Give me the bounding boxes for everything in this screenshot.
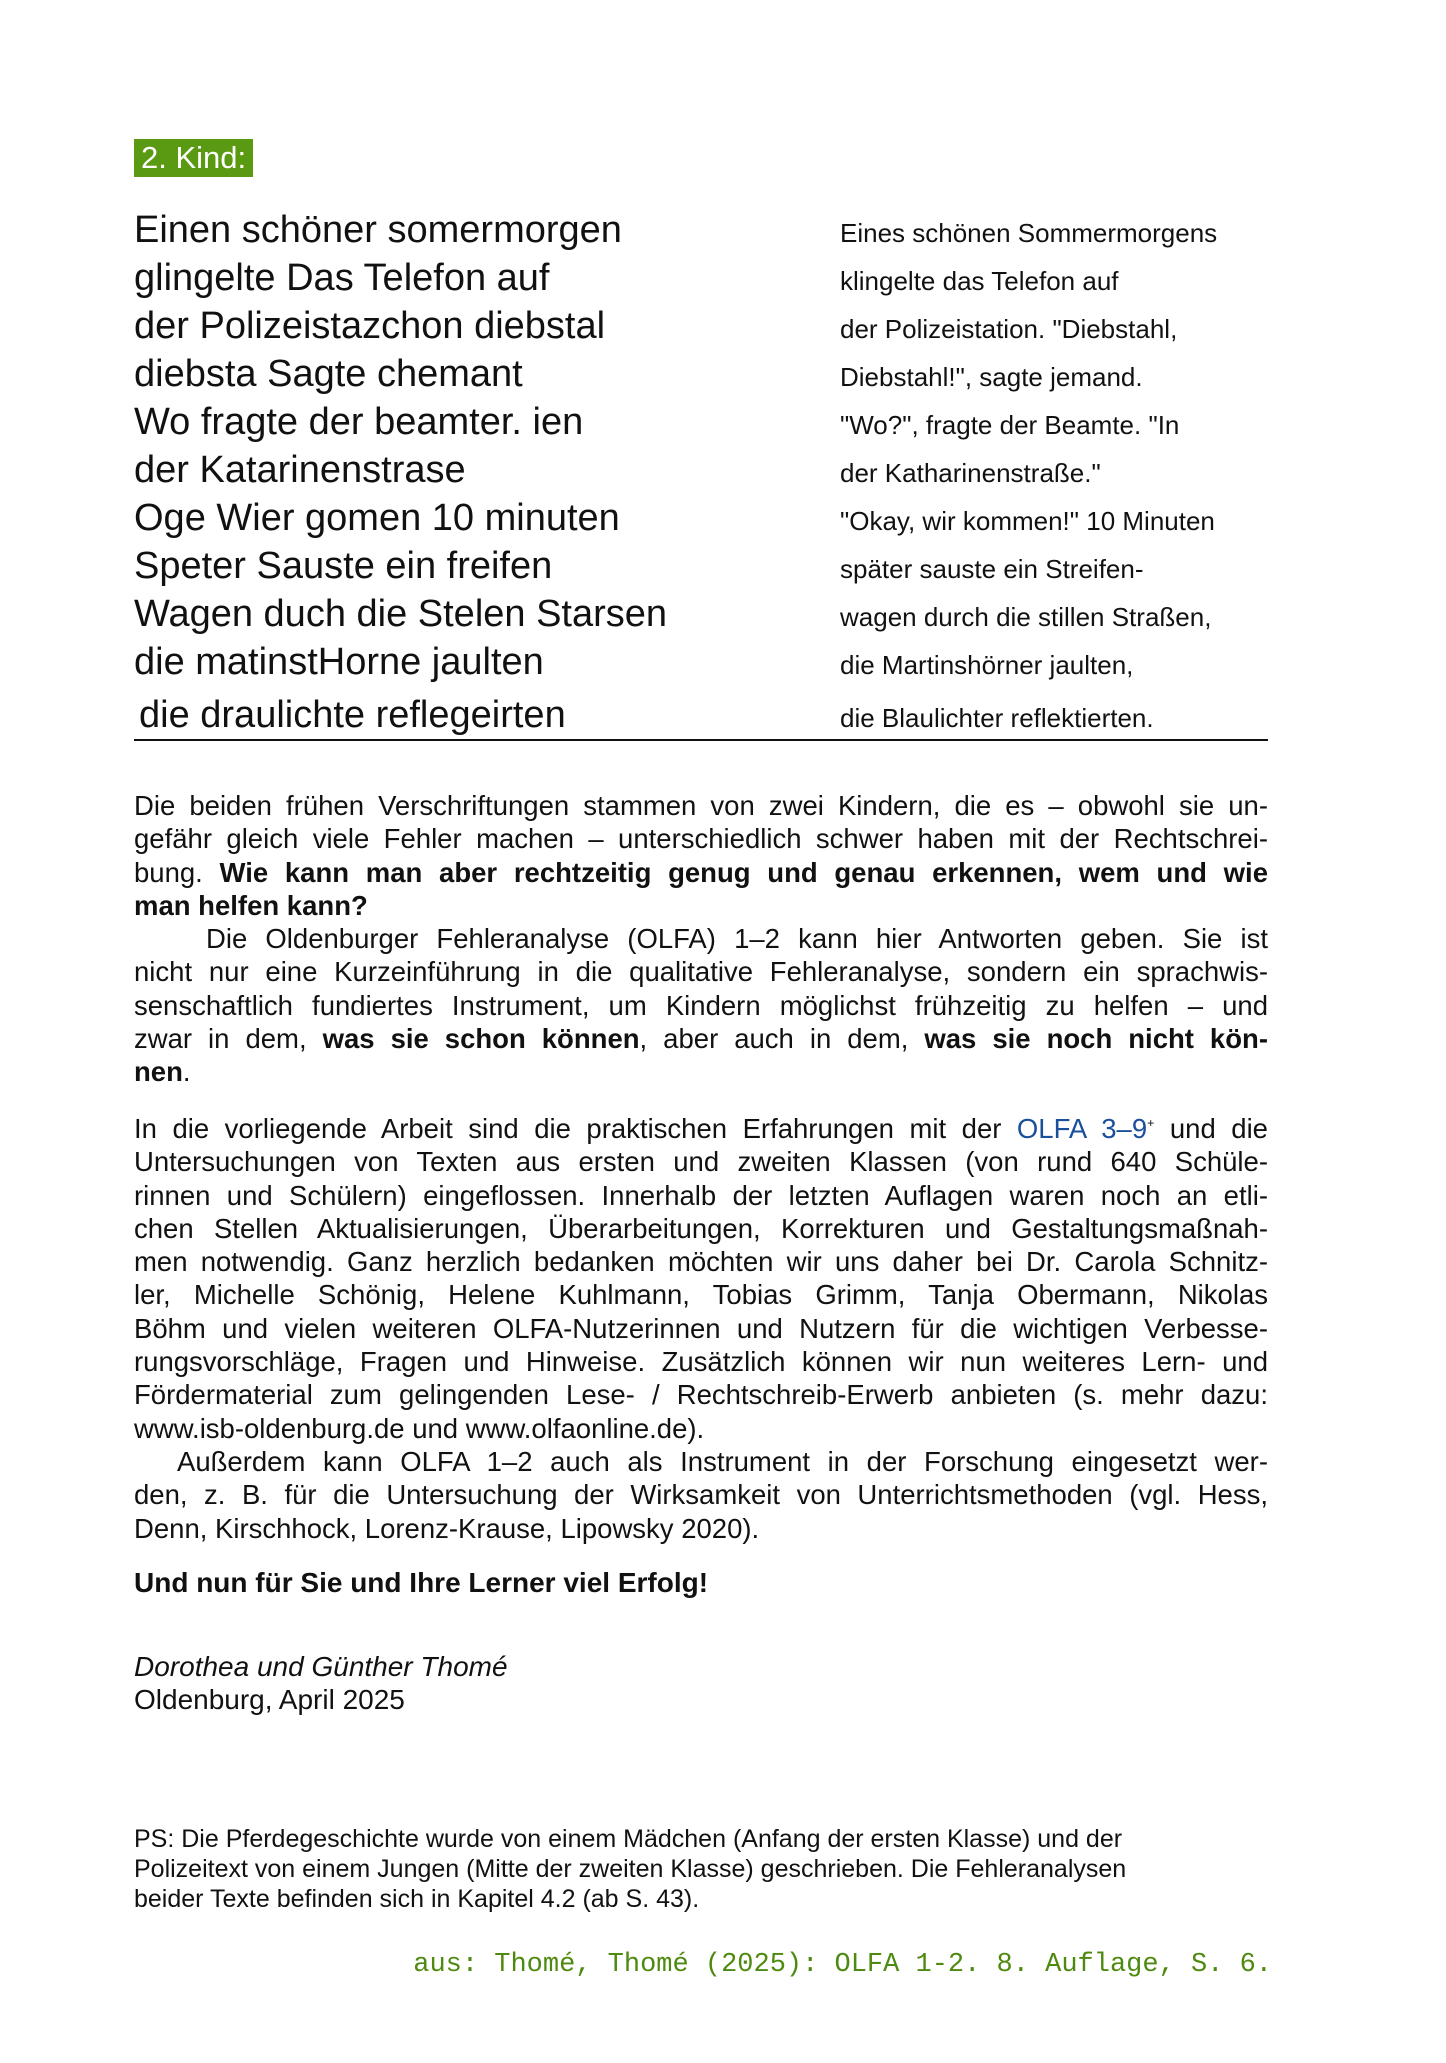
text: Außerdem kann OLFA 1–2 auch als Instrument in der Forschung eingesetzt wer- (177, 1446, 1268, 1477)
original-line: Oge Wier gomen 10 minuten (134, 497, 620, 539)
original-line: der Polizeistazchon diebstal (134, 305, 606, 347)
text: nicht nur eine Kurzeinführung in die qualitative Fehleranalyse, sondern ein sprachwis- (134, 956, 1268, 988)
text: chen Stellen Aktualisierungen, Überarbeitungen, Korrekturen und Gestaltungsmaßnah- (134, 1212, 1268, 1244)
corrected-line: "Okay, wir kommen!" 10 Minuten (840, 506, 1215, 536)
story-row (134, 350, 1268, 398)
text-line (134, 1055, 1268, 1088)
text: Böhm und vielen weiteren OLFA-Nutzerinnen und Nutzern für die wichtigen Verbesse- (134, 1312, 1268, 1344)
text: . (182, 1056, 191, 1088)
bold-text: was sie noch nicht kön- (924, 1022, 1268, 1054)
original-line: der Katarinenstrase (134, 449, 466, 491)
original-line: die draulichte reflegeirten (139, 694, 566, 736)
text: Untersuchungen von Texten aus ersten und zweiten Klassen (von rund 640 Schüle- (134, 1146, 1268, 1178)
corrected-line: der Katharinenstraße." (840, 458, 1101, 488)
text-line (134, 889, 1268, 922)
superscript: + (1147, 1115, 1155, 1130)
bold-text: was sie schon können (322, 1022, 640, 1054)
text-line (134, 989, 1268, 1022)
text: senschaftlich fundiertes Instrument, um Kindern möglichst frühzeitig zu helfen – und (134, 989, 1268, 1021)
paragraph (134, 922, 1268, 1088)
original-line: Wagen duch die Stelen Starsen (134, 593, 668, 635)
text: ler, Michelle Schönig, Helene Kuhlmann, Tobias Grimm, Tanja Obermann, Nikolas (134, 1279, 1268, 1311)
text-line (134, 922, 1268, 955)
story-row (134, 446, 1268, 494)
corrected-line: klingelte das Telefon auf (840, 266, 1119, 296)
text-line (134, 1022, 1268, 1055)
text: Die Oldenburger Fehleranalyse (OLFA) 1–2 kann hier Antworten geben. Sie ist (206, 923, 1268, 954)
text-line (134, 1278, 1268, 1311)
signature-place-date: Oldenburg, April 2025 (134, 1684, 405, 1715)
text: , aber auch in dem, (639, 1022, 925, 1054)
original-line: glingelte Das Telefon auf (134, 257, 550, 299)
text-line (134, 1445, 1268, 1478)
original-line: die matinstHorne jaulten (134, 641, 544, 683)
story-row (134, 542, 1268, 590)
ps-line: PS: Die Pferdegeschichte wurde von einem Mädchen (Anfang der ersten Klasse) und der (134, 1825, 1123, 1853)
source-citation: aus: Thomé, Thomé (2025): OLFA 1-2. 8. Auflage, S. 6. (413, 1950, 1272, 1980)
story-row (134, 638, 1268, 686)
text: bung. (134, 856, 220, 888)
text: In die vorliegende Arbeit sind die praktischen Erfahrungen mit der (134, 1113, 1017, 1144)
postscript (134, 1824, 1244, 1914)
olfa-link[interactable]: OLFA 3–9 (1016, 1113, 1148, 1144)
bold-text: man helfen kann? (134, 889, 368, 921)
corrected-line: Diebstahl!", sagte jemand. (840, 362, 1143, 392)
text-line (134, 789, 1268, 822)
story-row (134, 691, 1268, 739)
original-line: diebsta Sagte chemant (134, 353, 523, 395)
corrected-line: wagen durch die stillen Straßen, (840, 602, 1212, 632)
text: gefähr gleich viele Fehler machen – unterschiedlich schwer haben mit der Rechtschrei- (134, 823, 1268, 855)
story-row (134, 494, 1268, 542)
text-line (134, 1512, 1268, 1545)
signature-authors: Dorothea und Günther Thomé (134, 1651, 508, 1682)
text-line (134, 955, 1268, 988)
corrected-line: der Polizeistation. "Diebstahl, (840, 314, 1178, 344)
closing-line: Und nun für Sie und Ihre Lerner viel Erfolg! (134, 1567, 709, 1598)
original-line: Speter Sauste ein freifen (134, 545, 553, 587)
original-line: Einen schöner somermorgen (134, 209, 622, 251)
ps-line: Polizeitext von einem Jungen (Mitte der zweiten Klasse) geschrieben. Die Fehleranalysen (134, 1855, 1127, 1883)
text: Fördermaterial zum gelingenden Lese- / Rechtschreib-Erwerb anbieten (s. mehr dazu: (134, 1379, 1268, 1411)
text: rinnen und Schülern) eingeflossen. Innerhalb der letzten Auflagen waren noch an etli- (134, 1179, 1268, 1211)
text: den, z. B. für die Untersuchung der Wirksamkeit von Unterrichtsmethoden (vgl. Hess, (134, 1479, 1268, 1511)
text-line (134, 1378, 1268, 1411)
story-row (134, 254, 1268, 302)
text-line (134, 1112, 1268, 1145)
text: www.isb-oldenburg.de und www.olfaonline.de). (134, 1412, 705, 1444)
divider (134, 739, 1268, 741)
paragraph (134, 789, 1268, 922)
section-badge: 2. Kind: (134, 139, 253, 177)
text: rungsvorschläge, Fragen und Hinweise. Zusätzlich können wir nun weiteres Lern- und (134, 1346, 1268, 1378)
signature (134, 1650, 508, 1716)
text-line (134, 1212, 1268, 1245)
corrected-line: Eines schönen Sommermorgens (840, 218, 1218, 248)
corrected-line: die Martinshörner jaulten, (840, 650, 1134, 680)
text-line (134, 1312, 1268, 1345)
corrected-line: später sauste ein Streifen- (840, 554, 1144, 584)
ps-line: beider Texte befinden sich in Kapitel 4.2 (ab S. 43). (134, 1885, 700, 1913)
text: Die beiden frühen Verschriftungen stammen von zwei Kindern, die es – obwohl sie un- (134, 790, 1268, 821)
text-line (134, 1345, 1268, 1378)
text-line (134, 1245, 1268, 1278)
paragraph (134, 1445, 1268, 1545)
text-line (134, 1478, 1268, 1511)
text-line (134, 822, 1268, 855)
text-line (134, 856, 1268, 889)
text-line (134, 1145, 1268, 1178)
text: zwar in dem, (134, 1022, 323, 1054)
bold-text: Wie kann man aber rechtzeitig genug und genau erkennen, wem und wie (219, 856, 1268, 888)
bold-text: nen (134, 1056, 183, 1088)
corrected-line: "Wo?", fragte der Beamte. "In (840, 410, 1180, 440)
text-line (134, 1179, 1268, 1212)
text: Denn, Kirschhock, Lorenz-Krause, Lipowsky 2020). (134, 1512, 760, 1544)
story-row (134, 206, 1268, 254)
story-row (134, 302, 1268, 350)
original-line: Wo fragte der beamter. ien (134, 401, 584, 443)
paragraph (134, 1112, 1268, 1445)
story-row (134, 398, 1268, 446)
text: men notwendig. Ganz herzlich bedanken möchten wir uns daher bei Dr. Carola Schnitz- (134, 1246, 1268, 1278)
child-text-comparison (134, 206, 1268, 739)
text: und die (1154, 1113, 1268, 1144)
text-line (134, 1412, 1268, 1445)
corrected-line: die Blaulichter reflektierten. (840, 703, 1154, 733)
story-row (134, 590, 1268, 638)
